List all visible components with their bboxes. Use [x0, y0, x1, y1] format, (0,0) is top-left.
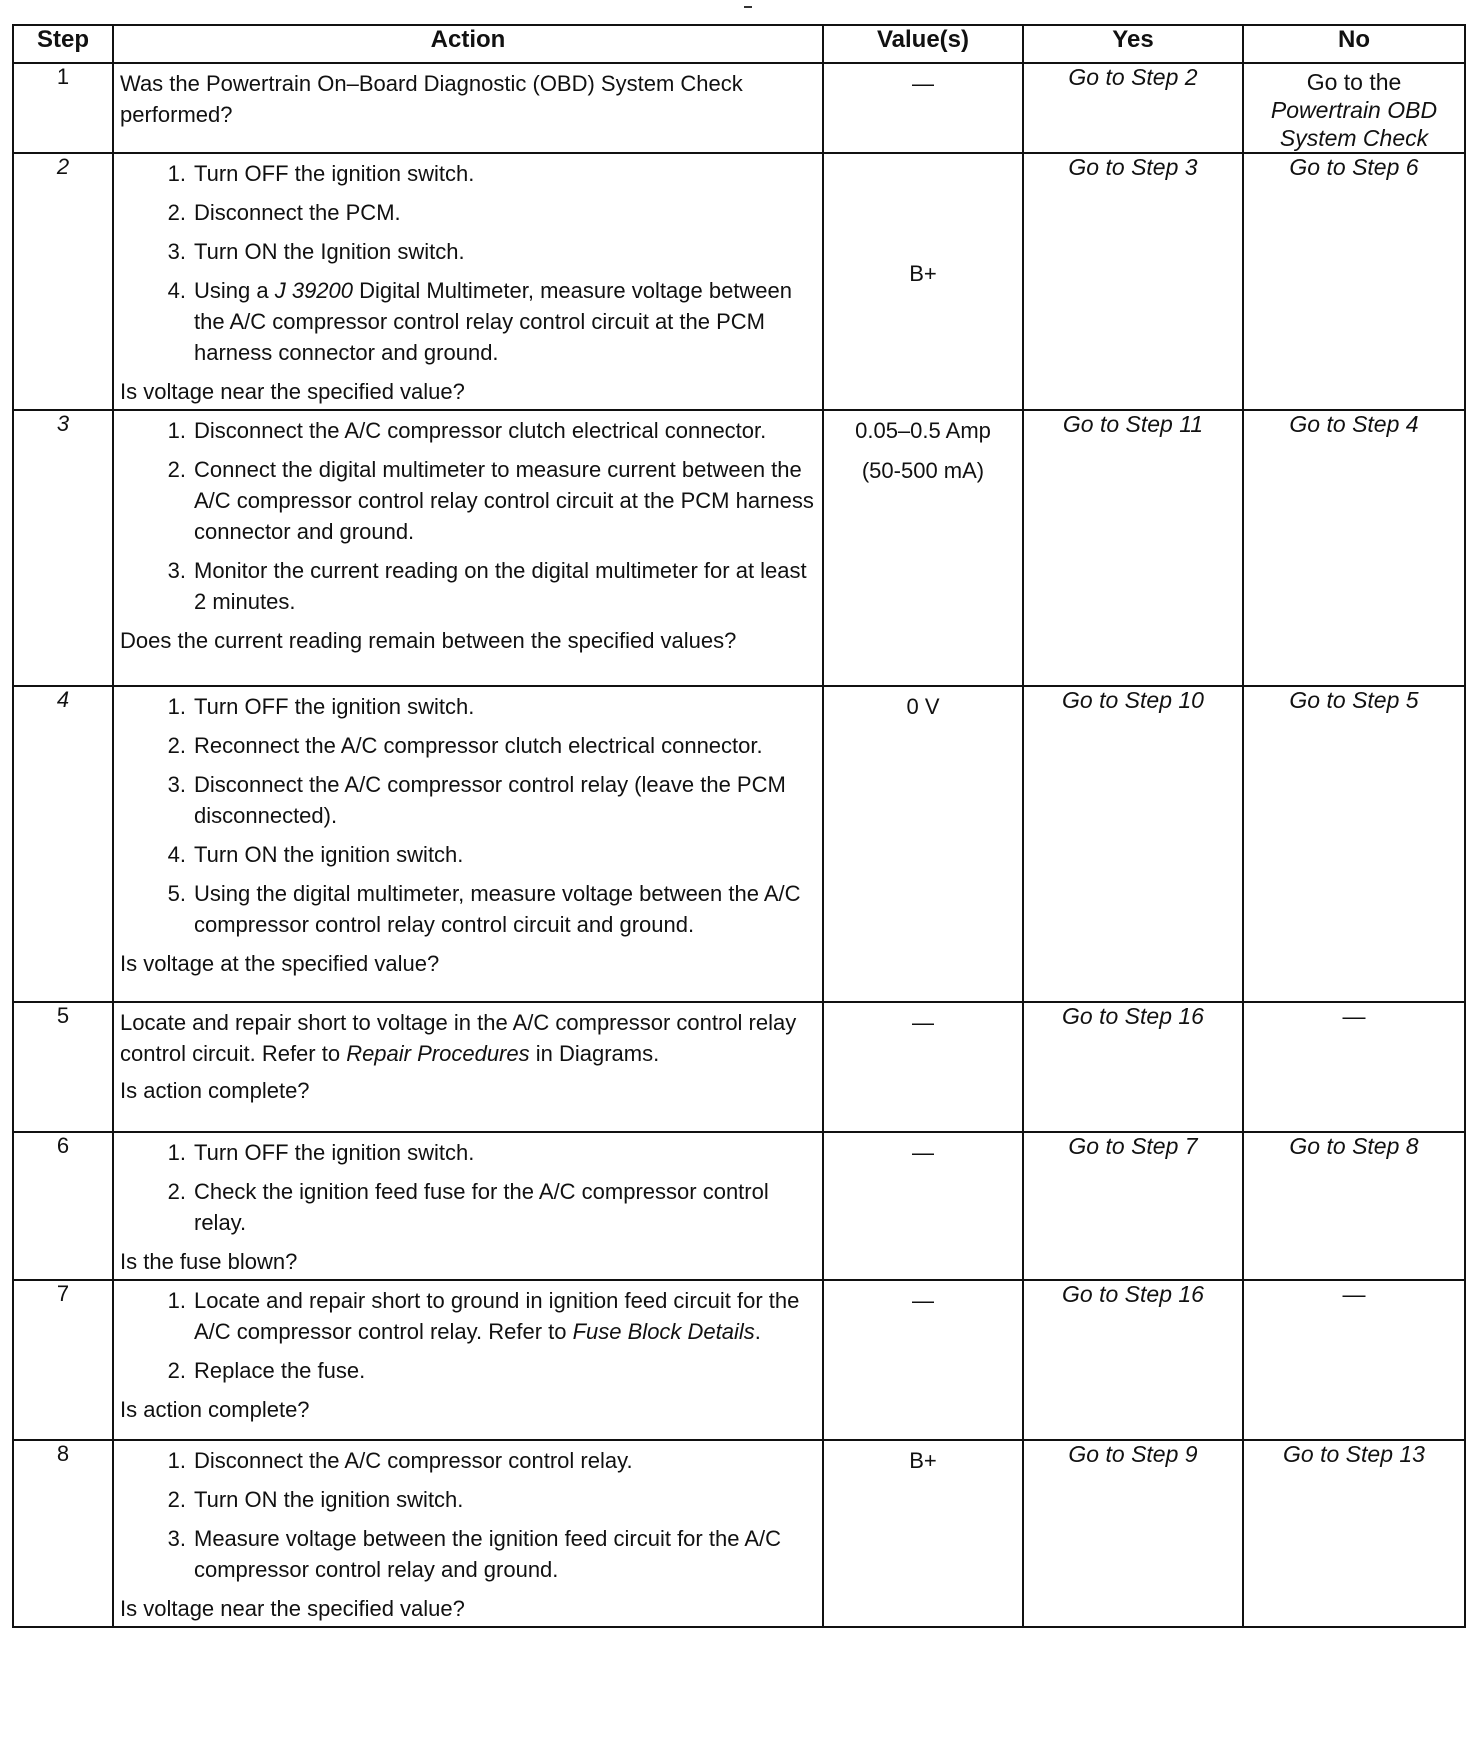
action-cell: [113, 1440, 823, 1627]
question-text: Is action complete?: [120, 1078, 310, 1103]
question-text: Is voltage at the specified value?: [120, 951, 440, 976]
list-item: 1. Locate and repair short to ground in ignition feed circuit for the A/C compressor control relay. Refer to Fuse Block Details.: [167, 1288, 800, 1344]
question-text: Does the current reading remain between the specified values?: [120, 628, 737, 653]
value-cell: —: [823, 1002, 1023, 1132]
list-item: 1. Turn OFF the ignition switch.: [167, 1140, 475, 1165]
no-cell: —: [1243, 1280, 1465, 1440]
yes-cell: Go to Step 2: [1023, 63, 1243, 153]
header-values: Value(s): [823, 25, 1023, 63]
list-item: 1. Disconnect the A/C compressor clutch electrical connector.: [167, 418, 767, 443]
list-item: 5. Using the digital multimeter, measure voltage between the A/C compressor control relay control circuit and ground.: [167, 881, 801, 937]
step-number: 5: [13, 1002, 113, 1132]
value-cell: 0 V: [823, 686, 1023, 1002]
diagnostic-table-page: [12, 24, 1466, 1628]
yes-cell: Go to Step 9: [1023, 1440, 1243, 1627]
list-item: 3. Turn ON the Ignition switch.: [167, 239, 465, 264]
table-row: [13, 1002, 1465, 1132]
header-step: Step: [13, 25, 113, 63]
action-cell: [113, 686, 823, 1002]
no-cell: —: [1243, 1002, 1465, 1132]
table-row: [13, 686, 1465, 1002]
scan-mark: [744, 6, 752, 8]
question-text: Is voltage near the specified value?: [120, 1596, 465, 1621]
yes-cell: Go to Step 11: [1023, 410, 1243, 686]
action-text: Locate and repair short to voltage in the A/C compressor control relay control circuit. Refer to Repair Procedures in Diagrams.: [120, 1010, 797, 1066]
list-item: 1. Disconnect the A/C compressor control relay.: [167, 1448, 633, 1473]
list-item: 2. Replace the fuse.: [167, 1358, 366, 1383]
list-item: 2. Reconnect the A/C compressor clutch electrical connector.: [167, 733, 763, 758]
action-cell: [113, 410, 823, 686]
step-number: 3: [13, 410, 113, 686]
value-line: 0.05–0.5 Amp: [855, 418, 991, 443]
action-text: Was the Powertrain On–Board Diagnostic (OBD) System Check performed?: [120, 71, 743, 127]
step-number: 4: [13, 686, 113, 1002]
list-item: 3. Monitor the current reading on the digital multimeter for at least 2 minutes.: [167, 558, 807, 614]
header-action: Action: [113, 25, 823, 63]
header-yes: Yes: [1023, 25, 1243, 63]
no-cell: [1243, 63, 1465, 153]
table-row: [13, 1132, 1465, 1280]
no-cell: Go to Step 13: [1243, 1440, 1465, 1627]
action-cell: [113, 153, 823, 410]
action-cell: [113, 1132, 823, 1280]
table-row: [13, 410, 1465, 686]
no-text: Go to the: [1306, 69, 1402, 95]
table-row: [13, 1440, 1465, 1627]
step-number: 7: [13, 1280, 113, 1440]
table-row: [13, 153, 1465, 410]
yes-cell: Go to Step 16: [1023, 1002, 1243, 1132]
header-no: No: [1243, 25, 1465, 63]
no-link-text: Powertrain OBD System Check: [1270, 97, 1438, 151]
action-cell: [113, 1002, 823, 1132]
value-cell: —: [823, 1132, 1023, 1280]
table-row: [13, 63, 1465, 153]
question-text: Is action complete?: [120, 1397, 310, 1422]
diagnostic-table: [12, 24, 1466, 1628]
list-item: 4. Using a J 39200 Digital Multimeter, measure voltage between the A/C compressor control relay control circuit at the PCM harness connector and ground.: [167, 278, 793, 365]
table-row: [13, 1280, 1465, 1440]
value-cell: —: [823, 1280, 1023, 1440]
no-cell: Go to Step 4: [1243, 410, 1465, 686]
list-item: 2. Turn ON the ignition switch.: [167, 1487, 464, 1512]
yes-cell: Go to Step 7: [1023, 1132, 1243, 1280]
list-item: 1. Turn OFF the ignition switch.: [167, 161, 475, 186]
question-text: Is voltage near the specified value?: [120, 379, 465, 404]
value-cell: [823, 410, 1023, 686]
yes-cell: Go to Step 16: [1023, 1280, 1243, 1440]
list-item: 1. Turn OFF the ignition switch.: [167, 694, 475, 719]
no-cell: Go to Step 6: [1243, 153, 1465, 410]
step-number: 8: [13, 1440, 113, 1627]
no-cell: Go to Step 8: [1243, 1132, 1465, 1280]
list-item: 2. Connect the digital multimeter to measure current between the A/C compressor control relay control circuit at the PCM harness connector and ground.: [167, 457, 814, 544]
no-cell: Go to Step 5: [1243, 686, 1465, 1002]
value-cell: B+: [823, 1440, 1023, 1627]
header-row: [13, 25, 1465, 63]
value-cell: B+: [823, 153, 1023, 410]
step-number: 1: [13, 63, 113, 153]
action-cell: [113, 63, 823, 153]
list-item: 3. Measure voltage between the ignition feed circuit for the A/C compressor control relay and ground.: [167, 1526, 782, 1582]
yes-cell: Go to Step 3: [1023, 153, 1243, 410]
list-item: 4. Turn ON the ignition switch.: [167, 842, 464, 867]
list-item: 2. Check the ignition feed fuse for the A/C compressor control relay.: [167, 1179, 769, 1235]
action-cell: [113, 1280, 823, 1440]
list-item: 3. Disconnect the A/C compressor control relay (leave the PCM disconnected).: [167, 772, 786, 828]
list-item: 2. Disconnect the PCM.: [167, 200, 401, 225]
value-cell: —: [823, 63, 1023, 153]
step-number: 6: [13, 1132, 113, 1280]
yes-cell: Go to Step 10: [1023, 686, 1243, 1002]
question-text: Is the fuse blown?: [120, 1249, 298, 1274]
step-number: 2: [13, 153, 113, 410]
value-line: (50-500 mA): [861, 458, 985, 483]
